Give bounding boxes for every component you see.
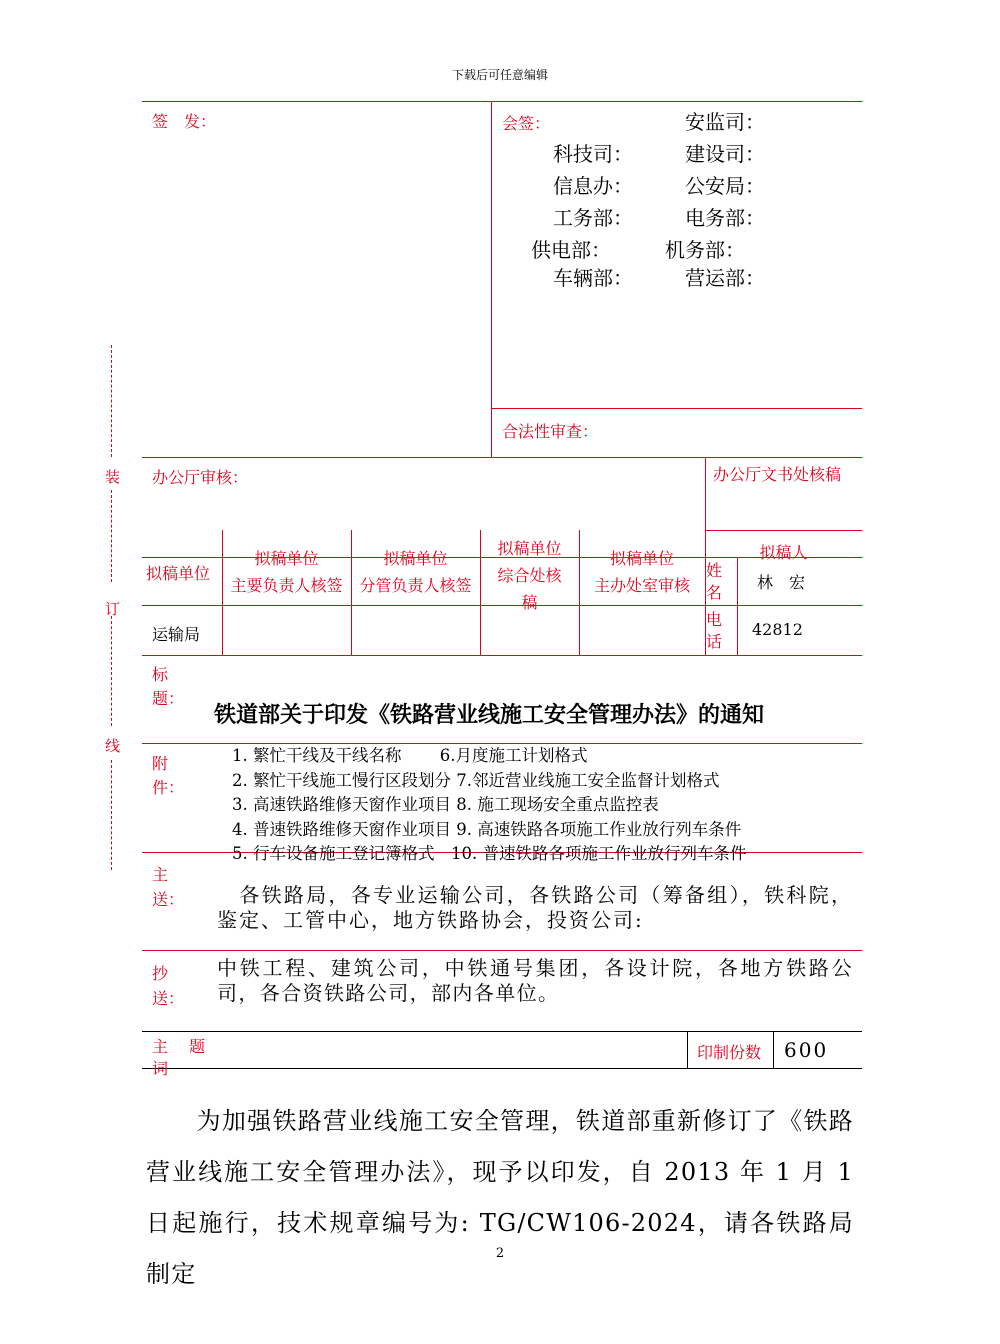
binding-line-mid2 [111,616,112,726]
drafting-unit-value: 运输局 [152,625,201,644]
dept-gonganju: 公安局： [685,174,765,198]
attachment-item: 5. 行车设备施工登记簿格式 10. 普速铁路各项施工作业放行列车条件 [232,844,747,863]
form-line [142,950,862,951]
binding-line-bottom [111,760,112,870]
countersign-label: 会签： [502,114,551,133]
dept-kejisi: 科技司： [553,142,633,166]
binding-line-top [111,345,112,457]
attachment-item: 3. 高速铁路维修天窗作业项目 8. 施工现场安全重点监控表 [232,795,659,814]
attachment-item: 4. 普速铁路维修天窗作业项目 9. 高速铁路各项施工作业放行列车条件 [232,819,742,839]
drafting-col1: 拟稿单位 主要负责人核签 [230,549,343,595]
form-line-black [687,1031,688,1068]
form-line [142,457,862,458]
office-secretary-label: 办公厅文书处核稿 [713,465,842,484]
form-line [705,530,862,531]
attachment-label: 附 件： [152,754,185,797]
drafter-name: 林 宏 [757,573,806,592]
print-count-value: 600 [784,1038,829,1062]
attachment-item: 1. 繁忙干线及干线名称 6.月度施工计划格式 [232,746,588,765]
binding-mark-ding: 订 [105,600,121,618]
drafting-col4: 拟稿单位 主办处室审核 [593,549,690,595]
dept-jianshesi: 建设司： [685,142,765,166]
form-line [142,655,862,656]
dept-yingyunbu: 营运部： [685,266,765,290]
form-line-black [142,1031,862,1032]
main-send-text: 各铁路局，各专业运输公司，各铁路公司（筹备组），铁科院，鉴定、工管中心，地方铁路协会，投资公司: [217,883,853,932]
drafting-col3: 拟稿单位 综合处核 稿 [497,539,562,612]
drafter-label: 拟稿人 [759,543,808,562]
form-line [491,408,862,409]
drafting-unit-label: 拟稿单位 [146,564,211,583]
binding-mark-zhuang: 装 [105,468,121,486]
subject-label: 主 题 词 [152,1037,206,1078]
dept-gongwubu: 工务部： [553,206,633,230]
name-label: 姓 名 [706,561,723,602]
print-count-label: 印制份数 [697,1043,762,1062]
phone-value: 42812 [752,620,803,639]
form-line-black [773,1031,774,1068]
copy-send-label: 抄 送： [152,964,185,1008]
drafting-col2: 拟稿单位 分管负责人核签 [359,549,472,595]
title-label: 标 题： [152,665,185,708]
main-send-label: 主 送： [152,865,185,909]
dept-cheliangbu: 车辆部： [553,266,633,290]
body-text: 为加强铁路营业线施工安全管理，铁道部重新修订了《铁路营业线施工安全管理办法》，现予以印发，自 2013 年 1 月 1 日起施行，技术规章编号为: TG/CW106-2024，请各铁路局制定 [146,1107,854,1288]
binding-line-mid [111,490,112,582]
binding-mark-xian: 线 [105,737,121,755]
dept-anjiansi: 安监司： [685,110,765,134]
header-note: 下载后可任意编辑 [451,68,548,82]
dept-xinxiban: 信息办： [553,174,633,198]
document-title: 铁道部关于印发《铁路营业线施工安全管理办法》的通知 [214,703,765,728]
copy-send-text: 中铁工程、建筑公司，中铁通号集团，各设计院，各地方铁路公司，各合资铁路公司，部内各单位。 [217,956,853,1005]
legality-review-label: 合法性审查： [502,422,599,441]
attachment-item: 2. 繁忙干线施工慢行区段划分 7.邻近营业线施工安全监督计划格式 [232,770,720,790]
attachment-list [232,744,862,863]
dept-gongdianbu: 供电部： [531,238,611,262]
dept-jiwubu: 机务部： [665,238,745,262]
phone-label: 电 话 [706,610,723,651]
form-line [491,101,492,458]
form-line-black [142,1068,862,1069]
dept-dianwubu: 电务部： [685,206,765,230]
form-line [142,101,862,102]
sign-label: 签 发： [152,112,217,131]
page-number: 2 [495,1246,505,1261]
form-line [737,557,738,655]
office-review-label: 办公厅审核： [152,468,249,487]
